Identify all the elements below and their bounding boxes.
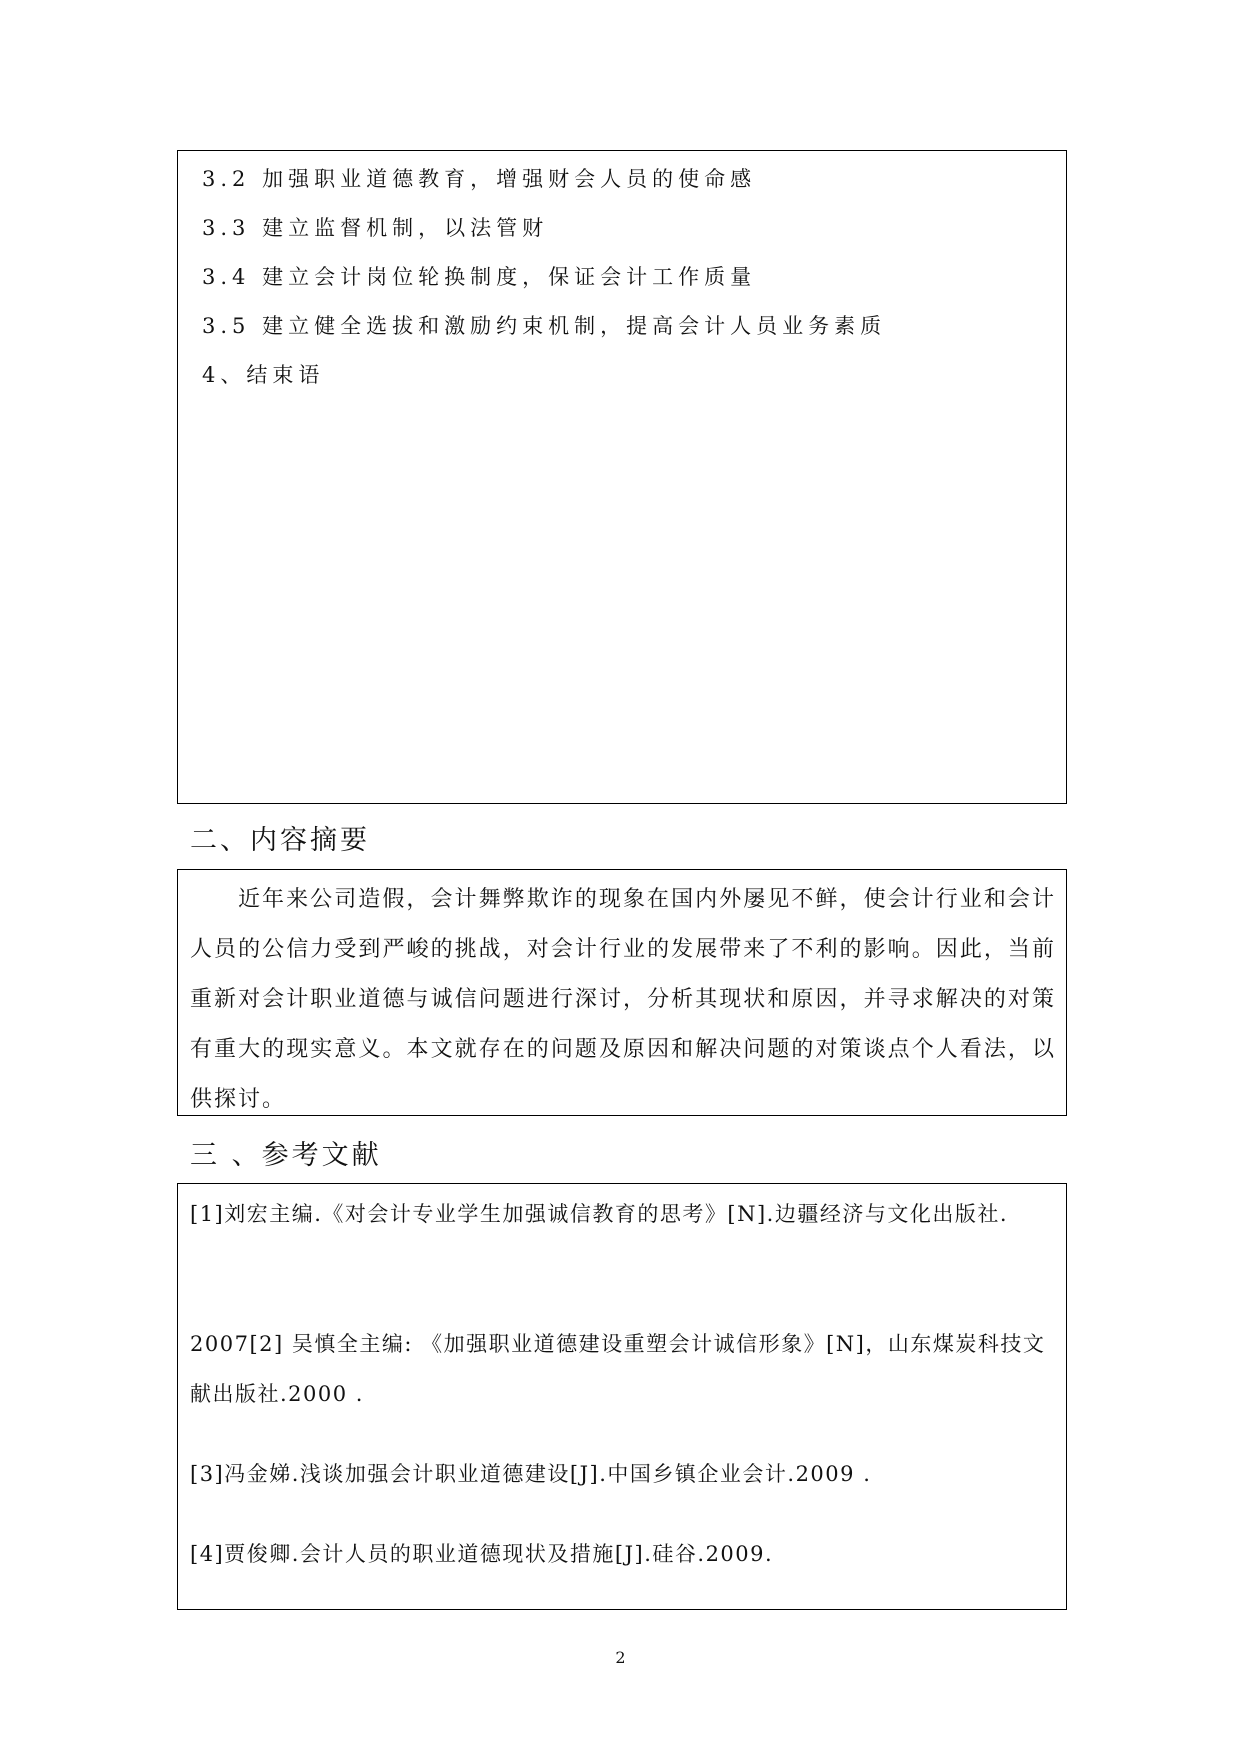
outline-item: 3.4 建立会计岗位轮换制度，保证会计工作质量 (202, 265, 757, 289)
reference-item: [3]冯金娣.浅谈加强会计职业道德建设[J].中国乡镇企业会计.2009 . (190, 1462, 872, 1486)
summary-table (177, 869, 1067, 1116)
outline-table (177, 150, 1067, 804)
reference-item: [4]贾俊卿.会计人员的职业道德现状及措施[J].硅谷.2009. (190, 1542, 774, 1566)
outline-item: 3.2 加强职业道德教育，增强财会人员的使命感 (202, 167, 757, 191)
outline-item: 3.5 建立健全选拔和激励约束机制，提高会计人员业务素质 (202, 314, 887, 338)
reference-item: 2007[2] 吴慎全主编: 《加强职业道德建设重塑会计诚信形象》[N]，山东煤炭科技文献出版社.2000 . (190, 1332, 1046, 1406)
outline-item: 3.3 建立监督机制，以法管财 (202, 216, 549, 240)
references-table (177, 1183, 1067, 1610)
references-heading: 三 、参考文献 (190, 1140, 382, 1171)
summary-text: 近年来公司造假，会计舞弊欺诈的现象在国内外屡见不鲜，使会计行业和会计人员的公信力受到严峻的挑战，对会计行业的发展带来了不利的影响。因此，当前重新对会计职业道德与诚信问题进行深讨，分析其现状和原因，并寻求解决的对策有重大的现实意义。本文就存在的问题及原因和解决问题的对策谈点个人看法，以供探讨。 (190, 887, 1056, 1112)
reference-item: [1]刘宏主编.《对会计专业学生加强诚信教育的思考》[N].边疆经济与文化出版社. (190, 1202, 1009, 1226)
page-number: 2 (615, 1648, 626, 1667)
summary-heading: 二、内容摘要 (190, 825, 370, 856)
outline-item: 4、结束语 (202, 363, 325, 387)
